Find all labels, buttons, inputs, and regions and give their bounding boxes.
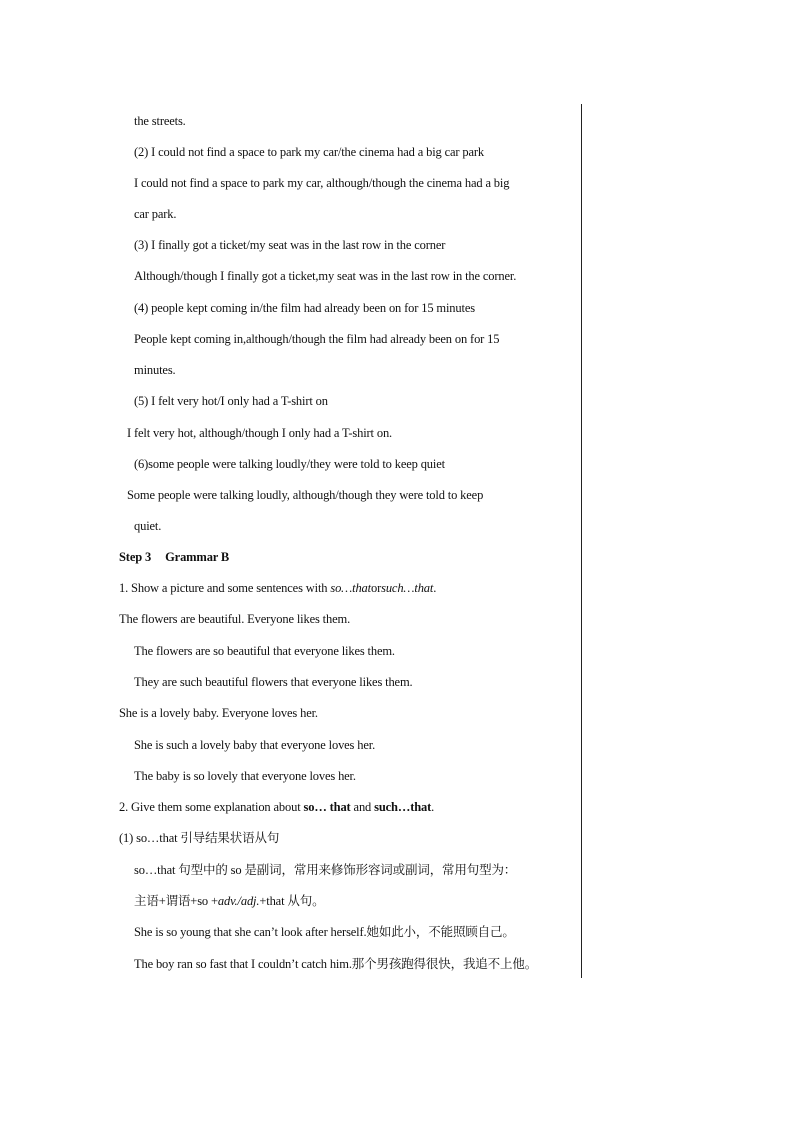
text-line: Although/though I finally got a ticket,my seat was in the last row in the corner. [134,269,517,283]
formula-part: +that 从句。 [259,894,325,908]
step-heading [119,549,229,565]
example-line: The boy ran so fast that I couldn’t catch him.那个男孩跑得很快，我追不上他。 [134,957,538,971]
period: . [431,800,435,814]
such-that-term: such…that [374,800,432,814]
formula-part: 主语+谓语+so + [134,894,218,908]
example-line: She is so young that she can’t look after herself.她如此小，不能照顾自己。 [134,925,515,939]
text-line: I felt very hot, although/though I only had a T-shirt on. [127,426,393,440]
step-label: Step 3 [119,550,152,564]
item-1 [119,580,436,596]
example-line: The flowers are so beautiful that everyone likes them. [134,644,395,658]
text-line: (5) I felt very hot/I only had a T-shirt on [134,394,328,408]
text-line: car park. [134,207,177,221]
or-text: or [370,581,382,595]
item-2-lead: 2. Give them some explanation about [119,800,304,814]
step-title: Grammar B [165,550,230,564]
subsection-desc: so…that 句型中的 so 是副词，常用来修饰形容词或副词，常用句型为： [134,863,517,877]
table-border-right [581,104,582,978]
example-line: She is a lovely baby. Everyone loves her. [119,706,318,720]
text-line: the streets. [134,114,186,128]
example-line: The baby is so lovely that everyone loves her. [134,769,356,783]
text-line: Some people were talking loudly, although/though they were told to keep [127,488,484,502]
subsection-title: (1) so…that 引导结果状语从句 [119,831,280,845]
text-line: (3) I finally got a ticket/my seat was in the last row in the corner [134,238,446,252]
example-line: The flowers are beautiful. Everyone likes them. [119,612,351,626]
period: . [433,581,437,595]
text-line: (4) people kept coming in/the film had already been on for 15 minutes [134,301,475,315]
example-line: They are such beautiful flowers that everyone likes them. [134,675,413,689]
item-1-lead: 1. Show a picture and some sentences with [119,581,331,595]
text-line: (6)some people were talking loudly/they were told to keep quiet [134,457,445,471]
such-that-term: such…that [381,581,434,595]
formula-line [134,893,324,909]
formula-term: adv./adj. [217,894,260,908]
item-2 [119,799,434,815]
text-line: (2) I could not find a space to park my car/the cinema had a big car park [134,145,485,159]
text-line: quiet. [134,519,162,533]
text-line: I could not find a space to park my car, although/though the cinema had a big [134,176,510,190]
example-line: She is such a lovely baby that everyone loves her. [134,738,376,752]
text-line: People kept coming in,although/though the film had already been on for 15 [134,332,500,346]
so-that-term: so… that [303,800,351,814]
text-line: minutes. [134,363,176,377]
so-that-term: so…that [330,581,371,595]
and-text: and [350,800,375,814]
